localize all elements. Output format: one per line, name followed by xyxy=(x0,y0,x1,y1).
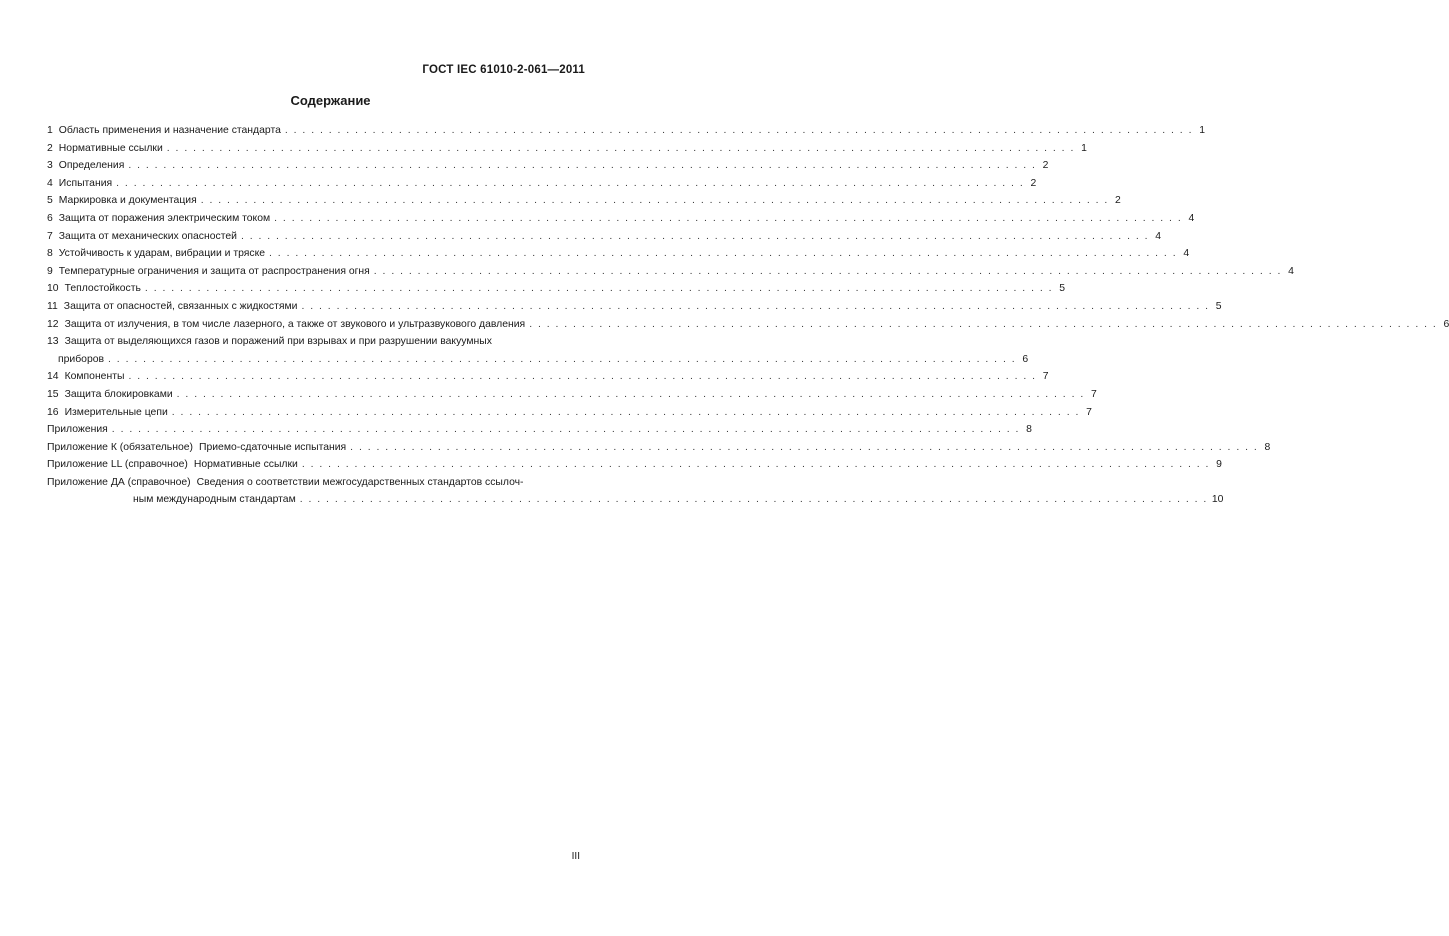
toc-entry-3 xyxy=(47,157,1049,175)
toc-appendix-da xyxy=(47,474,1224,509)
toc-entry-7 xyxy=(47,228,1162,246)
appendix-label: Приложение ДА (справочное) xyxy=(47,476,191,488)
toc-entry-number: 10 xyxy=(47,283,59,295)
toc-entry-number: 4 xyxy=(47,177,53,189)
toc-appendix-ll xyxy=(47,456,1222,474)
toc-entry-9 xyxy=(47,263,1294,281)
dot-leader xyxy=(177,386,1085,404)
dot-leader xyxy=(116,175,1024,193)
toc-entry-number: 2 xyxy=(47,142,53,154)
toc-entry-page: 1 xyxy=(1199,125,1205,136)
toc-entry-number: 14 xyxy=(47,371,59,383)
toc-entry-11 xyxy=(47,298,1222,316)
toc-entry-page: 4 xyxy=(1183,248,1190,260)
toc-entry-title: Маркировка и документация xyxy=(58,195,197,207)
toc-appendix-k xyxy=(47,439,1271,457)
toc-entry-1 xyxy=(47,122,1205,140)
toc-entry-number: 7 xyxy=(47,230,53,242)
toc-entry-title: Температурные ограничения и защита от распространения огня xyxy=(58,265,370,277)
dot-leader xyxy=(274,210,1182,228)
appendix-label: Приложение К (обязательное) xyxy=(47,441,193,453)
toc-entry-page: 1 xyxy=(1081,142,1087,154)
dot-leader xyxy=(285,122,1193,140)
toc-entry-page: 5 xyxy=(1215,300,1222,312)
toc-entry-page: 7 xyxy=(1086,406,1092,418)
toc-entry-title: Устойчивость к ударам, вибрации и тряске xyxy=(58,248,266,260)
toc-entry-title: Защита от механических опасностей xyxy=(58,230,237,242)
toc-entry-page: 9 xyxy=(1216,459,1222,471)
table-of-contents xyxy=(47,122,1449,509)
toc-entry-page: 4 xyxy=(1188,212,1195,224)
toc-entry-page: 4 xyxy=(1288,265,1294,277)
toc-entry-number: 3 xyxy=(47,160,53,172)
toc-entry-title: Защита от поражения электрическим током xyxy=(58,212,271,224)
toc-entry-title: Компоненты xyxy=(64,371,125,383)
toc-entry-page: 2 xyxy=(1042,160,1049,172)
toc-entry-page: 8 xyxy=(1026,424,1032,436)
toc-entry-page: 6 xyxy=(1443,318,1449,330)
toc-entry-page: 7 xyxy=(1090,388,1097,400)
toc-entry-page: 5 xyxy=(1059,283,1066,295)
appendix-label: Приложение LL (справочное) xyxy=(47,459,188,471)
toc-entry-page: 6 xyxy=(1022,353,1029,365)
toc-entry-8 xyxy=(47,245,1190,263)
toc-entry-page: 4 xyxy=(1155,230,1162,242)
toc-entry-number: 15 xyxy=(47,388,59,400)
toc-entry-page: 2 xyxy=(1030,177,1037,189)
toc-entry-page: 8 xyxy=(1264,441,1271,453)
toc-entry-16 xyxy=(47,404,1092,422)
dot-leader xyxy=(172,404,1080,422)
dot-leader xyxy=(300,491,1208,509)
toc-entry-number: 1 xyxy=(47,125,53,136)
toc-entry-page: 10 xyxy=(1211,494,1224,506)
appendix-title-line2: ным международным стандартам xyxy=(133,494,296,506)
appendix-title-line1: Сведения о соответствии межгосударственных стандартов ссылоч- xyxy=(196,476,524,488)
toc-entry-15 xyxy=(47,386,1097,404)
dot-leader xyxy=(128,368,1036,386)
dot-leader xyxy=(201,192,1109,210)
toc-entry-number: 9 xyxy=(47,265,53,277)
toc-entry-title: Защита от опасностей, связанных с жидкостями xyxy=(63,300,298,312)
toc-entry-title: Нормативные ссылки xyxy=(58,142,163,154)
toc-title: Содержание xyxy=(290,93,371,108)
appendix-title: Нормативные ссылки xyxy=(193,459,298,471)
toc-entry-title: Измерительные цепи xyxy=(64,406,168,418)
toc-entry-page: 2 xyxy=(1115,195,1121,207)
dot-leader xyxy=(350,439,1258,457)
dot-leader xyxy=(301,298,1209,316)
toc-appendices xyxy=(47,421,1032,439)
dot-leader xyxy=(529,316,1437,334)
dot-leader xyxy=(128,157,1036,175)
toc-entry-6 xyxy=(47,210,1195,228)
toc-entry-title: Теплостойкость xyxy=(64,283,141,295)
toc-entry-number: 12 xyxy=(47,318,59,330)
toc-entry-page: 7 xyxy=(1042,371,1049,383)
toc-entry-title-line2: приборов xyxy=(58,353,105,365)
toc-entry-title: Испытания xyxy=(58,177,113,189)
dot-leader xyxy=(145,280,1053,298)
toc-entry-number: 11 xyxy=(47,300,58,312)
toc-entry-title: Защита от излучения, в том числе лазерного, а также от звукового и ультразвукового давления xyxy=(64,318,526,330)
toc-entry-number: 5 xyxy=(47,195,53,207)
toc-entry-title-line1: Защита от выделяющихся газов и поражений при взрывах и при разрушении вакуумных xyxy=(64,336,492,348)
toc-entry-number: 13 xyxy=(47,336,59,348)
dot-leader xyxy=(302,456,1210,474)
dot-leader xyxy=(108,351,1016,369)
dot-leader xyxy=(112,421,1020,439)
toc-entry-4 xyxy=(47,175,1037,193)
toc-appendices-title: Приложения xyxy=(47,424,108,436)
toc-entry-5 xyxy=(47,192,1121,210)
toc-entry-title: Защита блокировками xyxy=(64,388,173,400)
page-number: III xyxy=(571,851,580,862)
toc-entry-13 xyxy=(47,333,1029,368)
appendix-title: Приемо-сдаточные испытания xyxy=(198,441,347,453)
toc-entry-14 xyxy=(47,368,1049,386)
toc-entry-number: 6 xyxy=(47,212,53,224)
dot-leader xyxy=(374,263,1282,281)
standard-code: ГОСТ IEC 61010-2-061—2011 xyxy=(422,64,585,76)
toc-entry-number: 8 xyxy=(47,248,53,260)
dot-leader xyxy=(269,245,1177,263)
toc-entry-title: Область применения и назначение стандарта xyxy=(58,125,281,136)
toc-entry-10 xyxy=(47,280,1066,298)
toc-entry-number: 16 xyxy=(47,406,59,418)
dot-leader xyxy=(241,228,1149,246)
toc-entry-title: Определения xyxy=(58,160,125,172)
toc-entry-2 xyxy=(47,140,1087,158)
toc-entry-12 xyxy=(47,316,1449,334)
dot-leader xyxy=(167,140,1075,158)
